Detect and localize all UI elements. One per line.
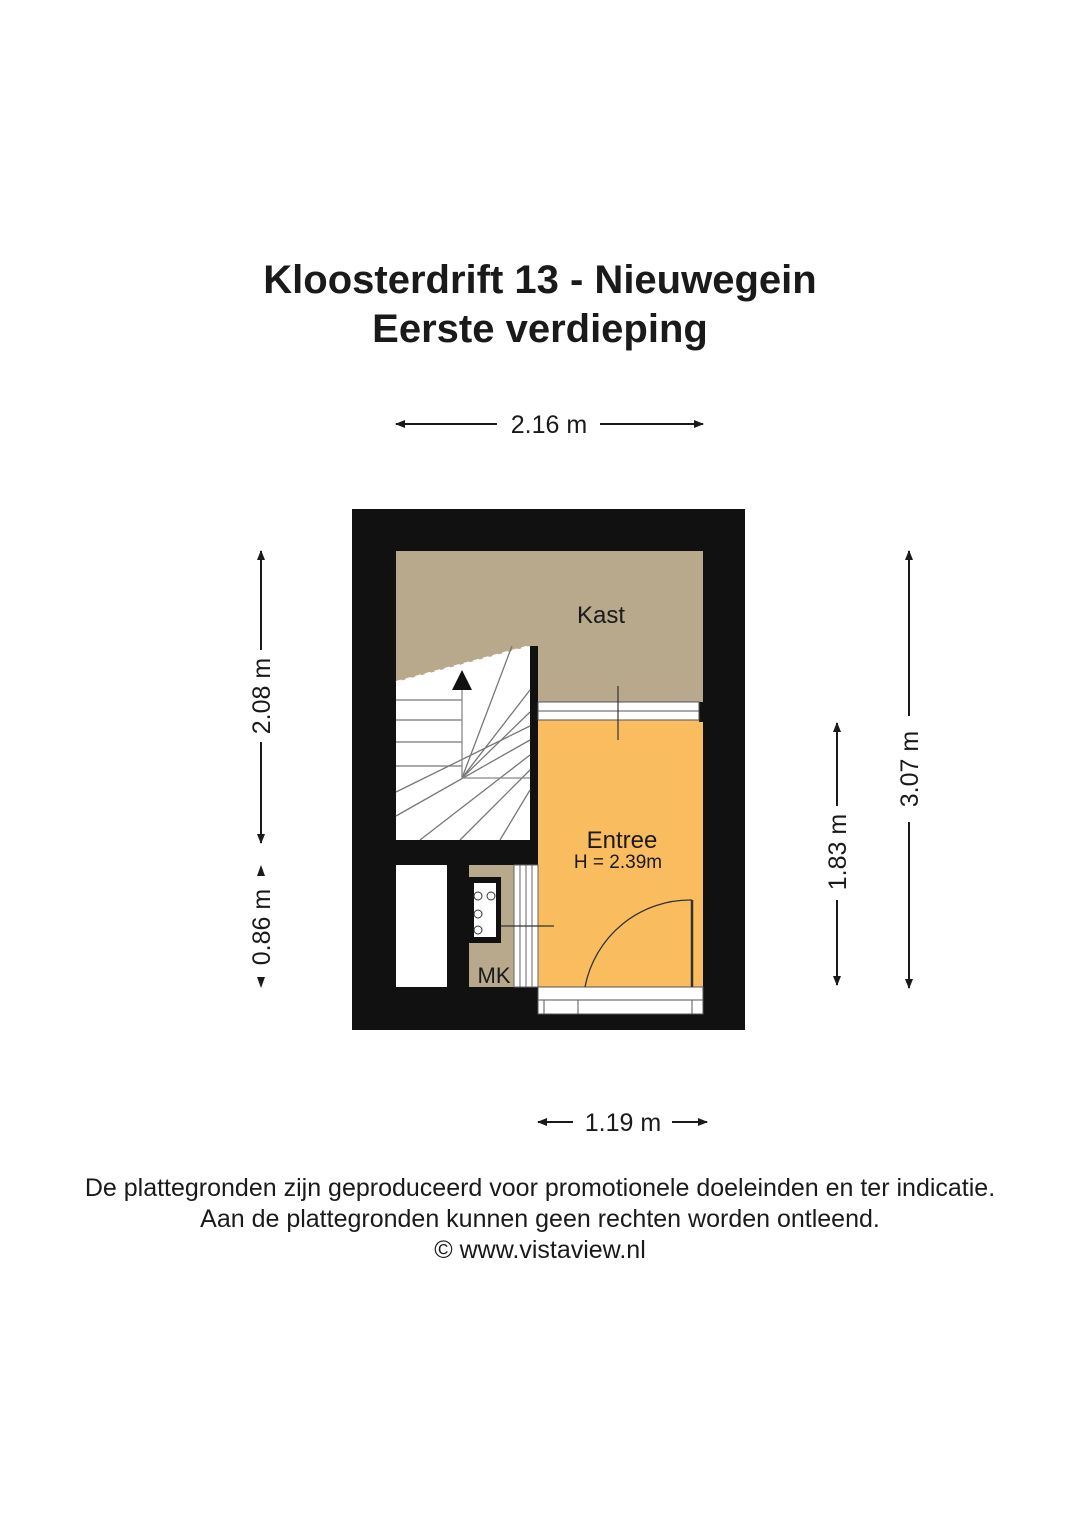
copyright-link[interactable]: © www.vistaview.nl [434,1236,646,1264]
dimension-left-lower [248,865,276,988]
dimension-top-width [396,411,703,439]
dimension-label-left-upper: 2.08 m [248,657,276,735]
dimension-label-right-inner: 1.83 m [824,813,852,891]
disclaimer-line-1: De plattegronden zijn geproduceerd voor promotionele doeleinden en ter indicatie. [84,1174,996,1202]
room-height-entree: H = 2.39m [573,852,663,873]
dimension-label-right-outer: 3.07 m [896,730,924,808]
dimension-label-top: 2.16 m [510,411,588,439]
dimension-label-left-lower: 0.86 m [248,888,276,966]
dimension-left-upper [248,551,276,843]
stair-wall [530,646,538,842]
disclaimer-line-2: Aan de plattegronden kunnen geen rechten worden ontleend. [200,1205,880,1233]
dimension-label-bottom: 1.19 m [584,1109,662,1137]
door-jamb-left [530,702,538,722]
inner-wall-horizontal [396,840,538,865]
dimension-bottom-width [538,1109,707,1137]
door-jamb-right [699,702,707,722]
room-label-entree: Entree [586,827,658,854]
closet-left [396,865,447,987]
room-label-kast: Kast [576,602,626,629]
room-label-mk: MK [477,963,511,988]
dimension-right-inner [824,723,852,985]
dimension-right-outer [896,551,924,988]
plan-title: Kloosterdrift 13 - Nieuwegein [263,258,817,302]
inner-wall-mk [447,865,469,987]
floor-subtitle: Eerste verdieping [372,307,708,351]
